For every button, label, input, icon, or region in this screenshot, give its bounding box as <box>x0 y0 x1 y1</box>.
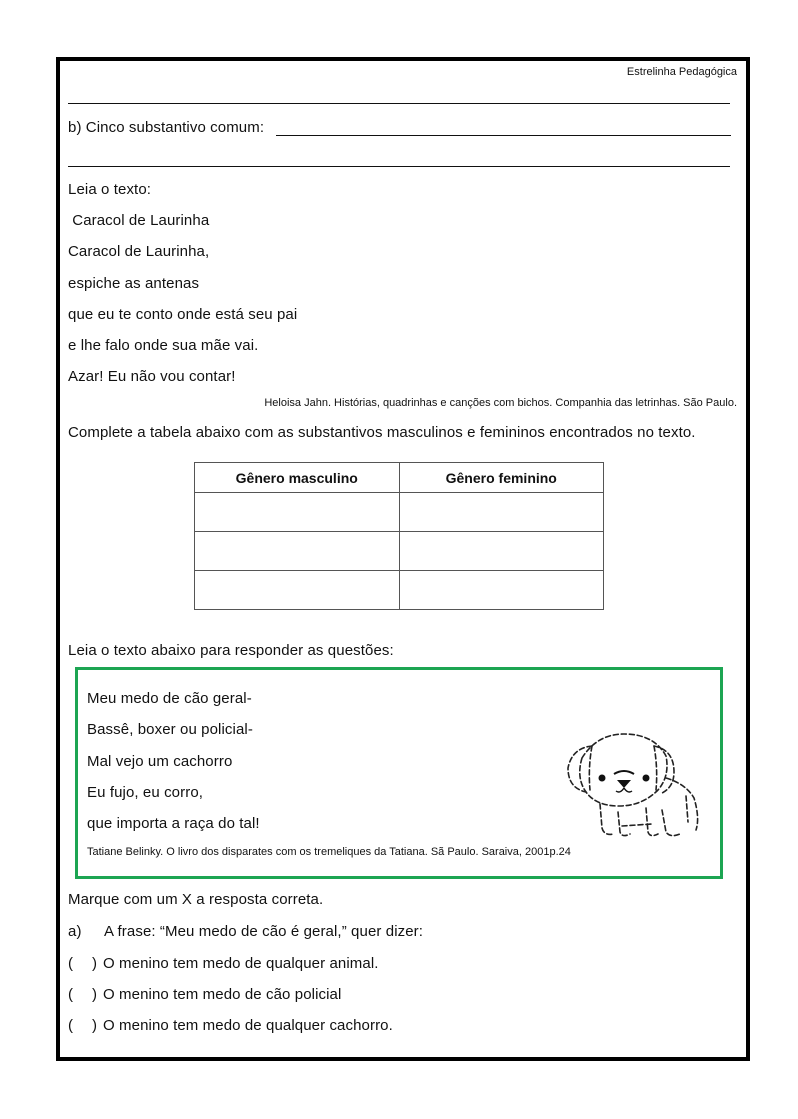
option-checkbox-close[interactable]: ) <box>92 955 98 972</box>
masculine-cell[interactable] <box>195 571 400 610</box>
reading1-line: Azar! Eu não vou contar! <box>68 368 236 385</box>
reading1-line: espiche as antenas <box>68 275 200 292</box>
header-feminine: Gênero feminino <box>399 463 604 493</box>
option-checkbox-open[interactable]: ( <box>68 986 74 1003</box>
table-row <box>195 571 604 610</box>
answer-line-3[interactable] <box>68 166 730 167</box>
masculine-cell[interactable] <box>195 493 400 532</box>
table-row <box>195 493 604 532</box>
reading1-line: Caracol de Laurinha, <box>68 243 210 260</box>
option-checkbox-close[interactable]: ) <box>92 1017 98 1034</box>
feminine-cell[interactable] <box>399 493 604 532</box>
option-text: O menino tem medo de cão policial <box>103 986 342 1003</box>
table-row <box>195 532 604 571</box>
table-instruction: Complete a tabela abaixo com as substantivos masculinos e femininos encontrados no texto. <box>68 424 696 441</box>
reading2-line: que importa a raça do tal! <box>87 815 260 832</box>
feminine-cell[interactable] <box>399 532 604 571</box>
quiz-instruction: Marque com um X a resposta correta. <box>68 891 324 908</box>
reading2-instruction: Leia o texto abaixo para responder as questões: <box>68 642 394 659</box>
answer-line-2[interactable] <box>276 135 731 136</box>
option-checkbox-open[interactable]: ( <box>68 1017 74 1034</box>
header-masculine: Gênero masculino <box>195 463 400 493</box>
reading2-line: Bassê, boxer ou policial- <box>87 721 253 738</box>
reading1-citation: Heloisa Jahn. Histórias, quadrinhas e canções com bichos. Companhia das letrinhas. São Paulo. <box>264 397 737 409</box>
brand-label: Estrelinha Pedagógica <box>626 66 737 78</box>
reading1-title: Caracol de Laurinha <box>68 212 210 229</box>
option-text: O menino tem medo de qualquer animal. <box>103 955 379 972</box>
puppy-tracing-icon <box>562 728 707 843</box>
option-checkbox-close[interactable]: ) <box>92 986 98 1003</box>
option-text: O menino tem medo de qualquer cachorro. <box>103 1017 393 1034</box>
answer-line-1[interactable] <box>68 103 730 104</box>
reading1-instruction: Leia o texto: <box>68 181 152 198</box>
question-b-label: b) Cinco substantivo comum: <box>68 119 265 136</box>
feminine-cell[interactable] <box>399 571 604 610</box>
reading2-line: Eu fujo, eu corro, <box>87 784 204 801</box>
question-a-text: A frase: “Meu medo de cão é geral,” quer dizer: <box>104 923 424 940</box>
reading2-citation: Tatiane Belinky. O livro dos disparates com os tremeliques da Tatiana. Sã Paulo. Saraiva, 2001p.24 <box>87 846 571 858</box>
gender-table <box>194 462 604 610</box>
reading2-line: Mal vejo um cachorro <box>87 753 233 770</box>
reading2-line: Meu medo de cão geral- <box>87 690 252 707</box>
option-checkbox-open[interactable]: ( <box>68 955 74 972</box>
masculine-cell[interactable] <box>195 532 400 571</box>
reading1-line: e lhe falo onde sua mãe vai. <box>68 337 259 354</box>
question-a-label: a) <box>68 923 82 940</box>
reading1-line: que eu te conto onde está seu pai <box>68 306 298 323</box>
